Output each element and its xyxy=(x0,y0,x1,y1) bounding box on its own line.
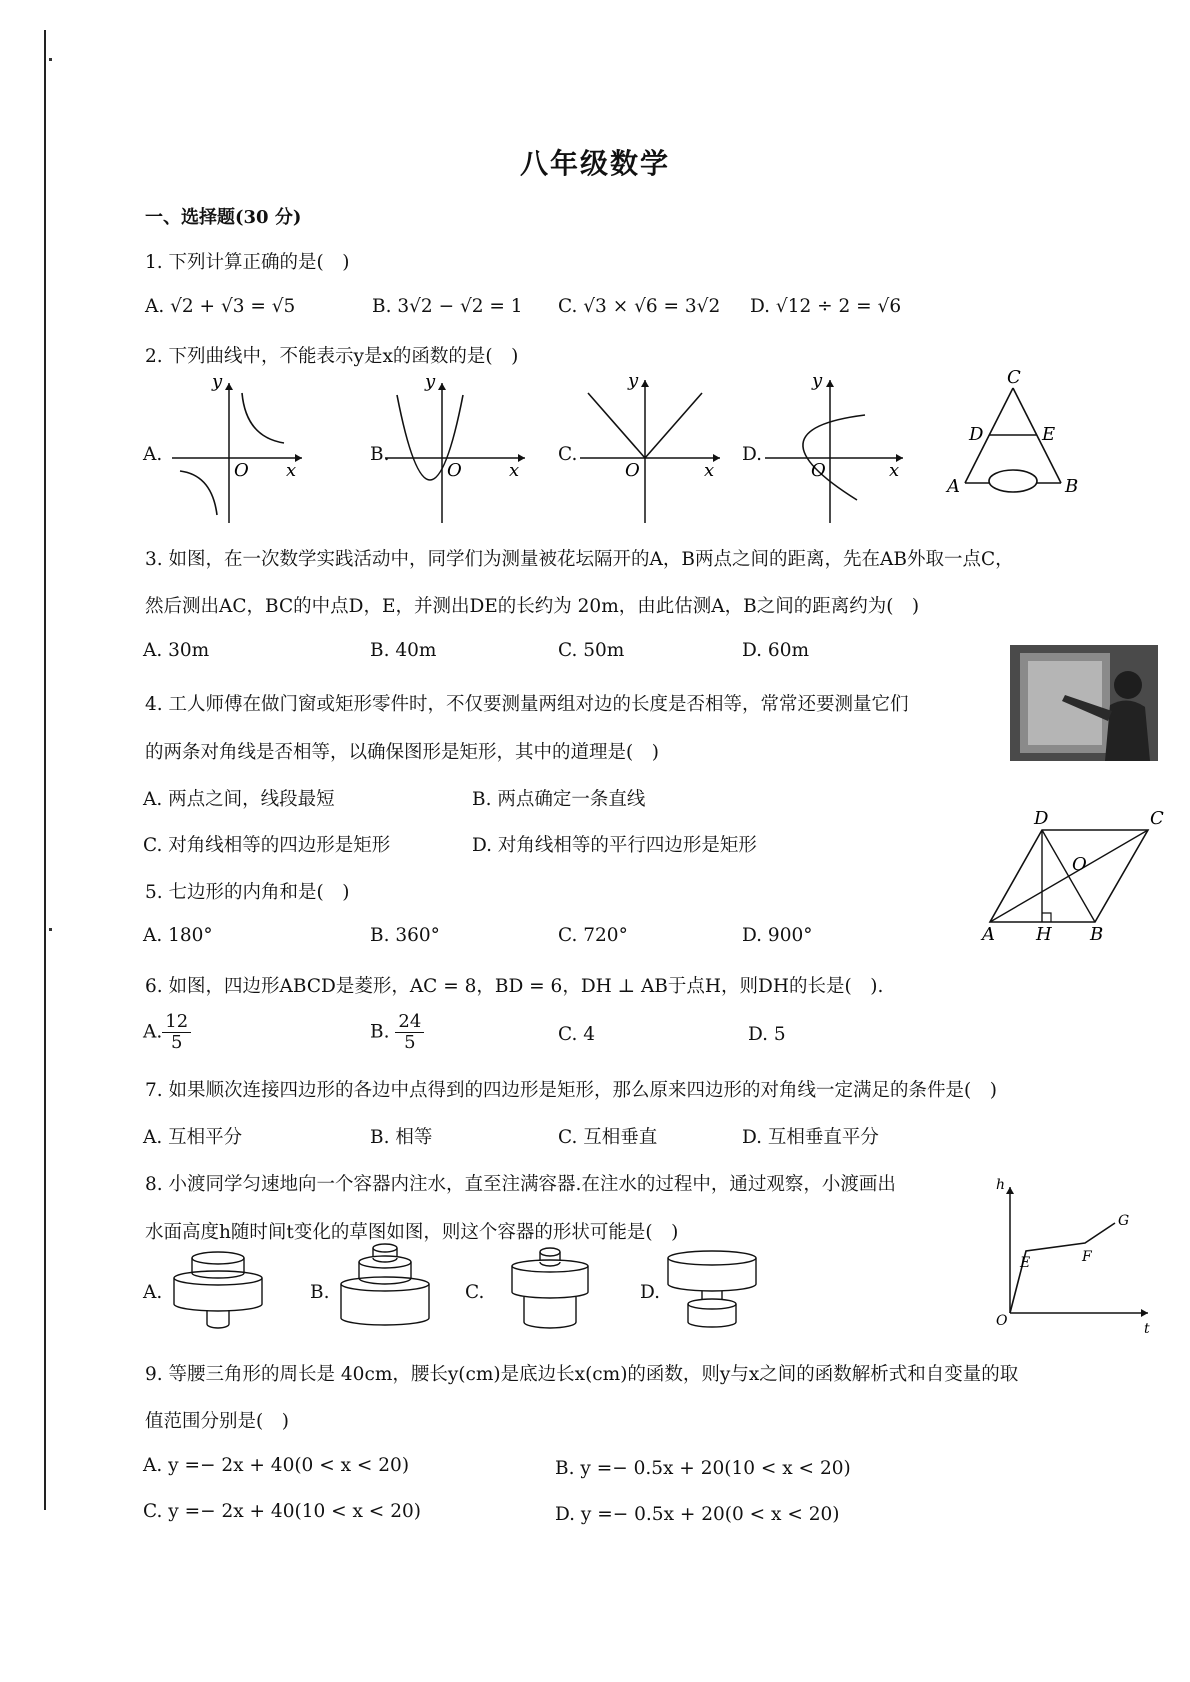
origin-label: O xyxy=(447,460,462,481)
page-title: 八年级数学 xyxy=(519,147,670,180)
margin-mark xyxy=(49,928,52,931)
question-7-stem: 7. 如果顺次连接四边形的各边中点得到的四边形是矩形，那么原来四边形的对角线一定满足的条件是( ) xyxy=(145,1080,997,1101)
question-5-option-c: C. 720° xyxy=(558,925,628,946)
h-axis-arrow xyxy=(1006,1187,1014,1194)
question-1-option-c: C. √3 × √6 = 3√2 xyxy=(558,296,721,317)
question-9-option-b: B. y =− 0.5x + 20(10 < x < 20) xyxy=(555,1458,851,1479)
question-9-line-1: 9. 等腰三角形的周长是 40cm，腰长y(cm)是底边长x(cm)的函数，则y与x之间的函数解析式和自变量的取 xyxy=(145,1364,1019,1385)
denominator: 5 xyxy=(170,1031,183,1053)
question-1-option-d: D. √12 ÷ 2 = √6 xyxy=(750,296,902,317)
question-9-option-c: C. y =− 2x + 40(10 < x < 20) xyxy=(143,1501,421,1522)
question-6-option-c: C. 4 xyxy=(558,1024,596,1045)
t-axis-arrow xyxy=(1141,1309,1148,1317)
y-axis-arrow xyxy=(438,383,446,390)
x-axis-label: x xyxy=(509,460,520,481)
question-2-option-a: A. xyxy=(143,444,163,465)
question-4-option-a: A. 两点之间，线段最短 xyxy=(143,789,335,810)
question-4-option-c: C. 对角线相等的四边形是矩形 xyxy=(143,835,391,856)
curve xyxy=(180,471,217,515)
right-angle-mark xyxy=(1042,913,1051,922)
y-axis-label: y xyxy=(212,371,223,392)
question-1-option-a: A. √2 + √3 = √5 xyxy=(145,296,296,317)
container-a xyxy=(168,1248,268,1334)
x-axis-label: x xyxy=(286,460,297,481)
question-1-option-b: B. 3√2 − √2 = 1 xyxy=(372,296,523,317)
question-2-option-d: D. xyxy=(742,444,763,465)
question-6-option-b xyxy=(370,1012,424,1053)
point-d-label: D xyxy=(969,424,984,445)
curve xyxy=(588,393,645,458)
section-heading: 一、选择题(30 分) xyxy=(145,207,302,228)
point-f-label: F xyxy=(1082,1249,1092,1265)
point-e-label: E xyxy=(1042,424,1056,445)
fraction xyxy=(162,1012,191,1053)
question-8-option-c: C. xyxy=(465,1282,485,1303)
window-pane xyxy=(1028,661,1102,745)
origin-label: O xyxy=(811,460,826,481)
x-axis-label: x xyxy=(704,460,715,481)
question-8-line-1: 8. 小渡同学匀速地向一个容器内注水，直至注满容器.在注水的过程中，通过观察，小渡画出 xyxy=(145,1174,896,1195)
point-b-label: B xyxy=(1090,924,1104,945)
question-9-option-d: D. y =− 0.5x + 20(0 < x < 20) xyxy=(555,1504,840,1525)
question-3-option-c: C. 50m xyxy=(558,640,625,661)
question-8-graph xyxy=(990,1175,1160,1345)
y-axis-arrow xyxy=(826,380,834,387)
point-a-label: A xyxy=(982,924,995,945)
question-4-option-b: B. 两点确定一条直线 xyxy=(472,789,646,810)
question-7-option-d: D. 互相垂直平分 xyxy=(742,1127,879,1148)
point-a-label: A xyxy=(947,476,960,497)
point-e-label: E xyxy=(1020,1255,1031,1271)
fraction xyxy=(395,1012,424,1053)
margin-mark xyxy=(49,58,52,61)
y-axis-label: y xyxy=(812,370,823,391)
point-d-label: D xyxy=(1034,808,1049,829)
question-3-line-2: 然后测出AC，BC的中点D，E，并测出DE的长约为 20m，由此估测A，B之间的距离约为( ) xyxy=(145,596,920,617)
point-b-label: B xyxy=(1065,476,1079,497)
denominator: 5 xyxy=(404,1031,416,1053)
container-c xyxy=(500,1244,600,1334)
diagonal-bd xyxy=(1042,830,1095,922)
question-8-option-a: A. xyxy=(143,1282,163,1303)
container-d xyxy=(662,1248,762,1334)
question-3-figure xyxy=(945,368,1105,498)
point-h-label: H xyxy=(1036,924,1052,945)
question-4-photo xyxy=(1010,645,1158,761)
y-axis-arrow xyxy=(641,380,649,387)
y-axis-label: y xyxy=(425,371,436,392)
question-6-option-d: D. 5 xyxy=(748,1024,786,1045)
question-2-option-b: B. xyxy=(370,444,390,465)
question-3-option-a: A. 30m xyxy=(143,640,210,661)
point-g-label: G xyxy=(1118,1213,1130,1229)
question-5-option-a: A. 180° xyxy=(143,925,213,946)
question-2-option-c: C. xyxy=(558,444,578,465)
question-4-option-d: D. 对角线相等的平行四边形是矩形 xyxy=(472,835,757,856)
option-letter: B. xyxy=(370,1021,390,1043)
curve xyxy=(645,393,702,458)
option-letter: A. xyxy=(143,1021,163,1043)
question-5-stem: 5. 七边形的内角和是( ) xyxy=(145,882,350,903)
t-axis-label: t xyxy=(1144,1321,1150,1337)
point-c-label: C xyxy=(1150,808,1164,829)
question-7-option-c: C. 互相垂直 xyxy=(558,1127,658,1148)
container-b xyxy=(335,1240,435,1334)
question-5-option-b: B. 360° xyxy=(370,925,440,946)
origin-label: O xyxy=(996,1313,1008,1329)
x-axis-label: x xyxy=(889,460,900,481)
worker-body xyxy=(1105,700,1150,761)
question-2-graph-d xyxy=(765,370,915,525)
question-9-line-2: 值范围分别是( ) xyxy=(145,1411,289,1432)
question-5-option-d: D. 900° xyxy=(742,925,813,946)
question-8-option-d: D. xyxy=(640,1282,661,1303)
question-3-line-1: 3. 如图，在一次数学实践活动中，同学们为测量被花坛隔开的A，B两点之间的距离，先在AB外取一点C， xyxy=(145,549,1014,570)
question-4-line-2: 的两条对角线是否相等，以确保图形是矩形，其中的道理是( ) xyxy=(145,742,659,763)
question-7-option-a: A. 互相平分 xyxy=(143,1127,243,1148)
y-axis-label: y xyxy=(628,370,639,391)
question-6-figure xyxy=(980,808,1164,945)
worker-head xyxy=(1114,671,1142,699)
question-8-option-b: B. xyxy=(310,1282,330,1303)
y-axis-arrow xyxy=(225,383,233,390)
h-axis-label: h xyxy=(996,1177,1006,1193)
numerator: 12 xyxy=(162,1012,191,1033)
question-2-stem: 2. 下列曲线中，不能表示y是x的函数的是( ) xyxy=(145,346,519,367)
question-1-stem: 1. 下列计算正确的是( ) xyxy=(145,252,350,273)
question-3-option-d: D. 60m xyxy=(742,640,810,661)
point-o-label: O xyxy=(1072,854,1087,875)
question-8-line-2: 水面高度h随时间t变化的草图如图，则这个容器的形状可能是( ) xyxy=(145,1222,679,1243)
point-c-label: C xyxy=(1007,367,1021,388)
question-2-graph-c xyxy=(580,370,730,525)
question-9-option-a: A. y =− 2x + 40(0 < x < 20) xyxy=(143,1455,410,1476)
binding-margin-line xyxy=(44,30,46,1510)
question-7-option-b: B. 相等 xyxy=(370,1127,433,1148)
flower-bed xyxy=(989,470,1037,492)
question-2-graph-b xyxy=(385,371,535,525)
origin-label: O xyxy=(234,460,249,481)
question-3-option-b: B. 40m xyxy=(370,640,437,661)
curve xyxy=(242,393,284,443)
question-4-line-1: 4. 工人师傅在做门窗或矩形零件时，不仅要测量两组对边的长度是否相等，常常还要测量它们 xyxy=(145,694,909,715)
origin-label: O xyxy=(625,460,640,481)
question-6-stem: 6. 如图，四边形ABCD是菱形，AC = 8，BD = 6，DH ⊥ AB于点H，则DH的长是( ). xyxy=(145,976,884,997)
question-2-graph-a xyxy=(172,371,307,525)
question-6-option-a xyxy=(143,1012,191,1053)
worker-measuring-image xyxy=(1010,645,1158,761)
numerator: 24 xyxy=(395,1012,424,1033)
